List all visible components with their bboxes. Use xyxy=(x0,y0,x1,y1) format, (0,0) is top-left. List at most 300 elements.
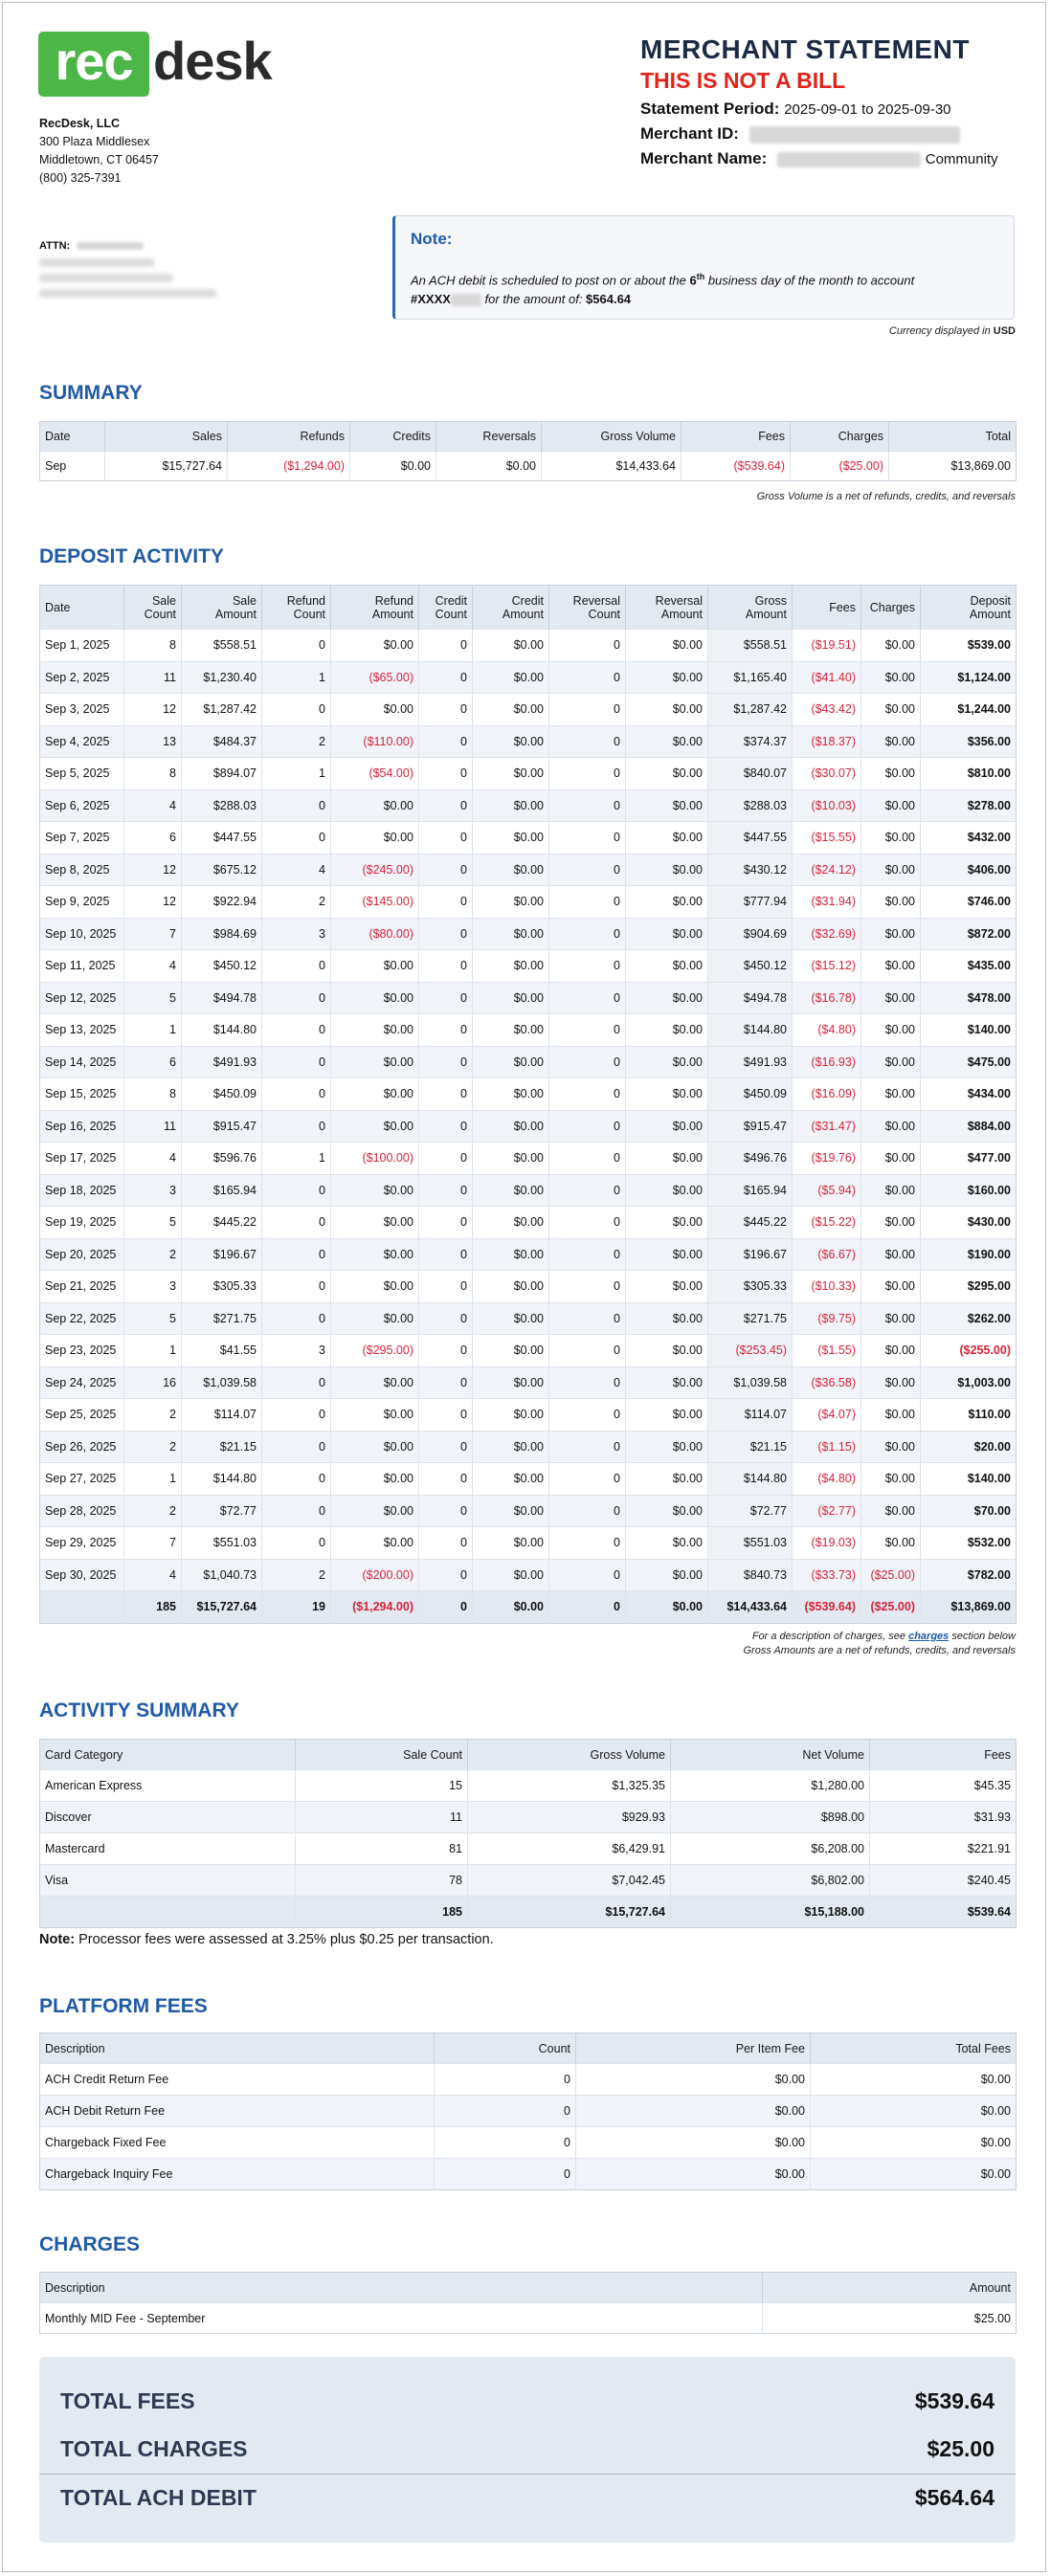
deposit-cell: $551.03 xyxy=(182,1527,262,1560)
deposit-cell: ($25.00) xyxy=(861,1559,921,1591)
deposit-row xyxy=(40,789,1016,822)
deposit-cell: ($65.00) xyxy=(331,661,419,694)
summary-column-header: Fees xyxy=(681,422,791,452)
activity-row xyxy=(40,1865,1016,1897)
deposit-cell: 0 xyxy=(262,1271,331,1303)
deposit-cell: $0.00 xyxy=(861,854,921,886)
deposit-cell: $0.00 xyxy=(626,854,708,886)
deposit-cell: $0.00 xyxy=(861,1495,921,1527)
deposit-cell: ($30.07) xyxy=(793,758,861,790)
deposit-cell: $144.80 xyxy=(182,1463,262,1496)
deposit-cell: 3 xyxy=(124,1174,182,1207)
deposit-cell: 0 xyxy=(549,854,626,886)
deposit-cell: 0 xyxy=(262,950,331,983)
deposit-cell: ($41.40) xyxy=(793,661,861,694)
processor-fee-note xyxy=(39,1932,494,1947)
deposit-cell: 6 xyxy=(124,1046,182,1078)
deposit-cell: $746.00 xyxy=(921,886,1016,919)
deposit-cell: $445.22 xyxy=(708,1207,793,1239)
deposit-cell: $915.47 xyxy=(708,1110,793,1143)
platform-cell: 0 xyxy=(435,2064,576,2096)
deposit-cell: $0.00 xyxy=(473,1271,549,1303)
deposit-cell: 0 xyxy=(262,1238,331,1271)
activity-cell: American Express xyxy=(40,1770,296,1802)
deposit-cell: $0.00 xyxy=(861,1014,921,1047)
deposit-cell: $190.00 xyxy=(921,1238,1016,1271)
charges-section-link[interactable]: charges xyxy=(908,1631,949,1642)
deposit-cell: $406.00 xyxy=(921,854,1016,886)
summary-cell: ($25.00) xyxy=(791,452,889,481)
deposit-header-line: Count xyxy=(435,607,467,621)
deposit-cell: 0 xyxy=(549,661,626,694)
deposit-header-line: Date xyxy=(45,600,71,614)
deposit-cell: 0 xyxy=(419,1174,473,1207)
activity-column-header: Sale Count xyxy=(296,1740,468,1770)
deposit-totals-row xyxy=(40,1591,1016,1624)
note-business-day: 6 xyxy=(689,273,697,288)
deposit-cell: $0.00 xyxy=(861,725,921,758)
deposit-cell: 0 xyxy=(262,1078,331,1111)
deposit-cell: $0.00 xyxy=(331,630,419,662)
deposit-cell: 7 xyxy=(124,918,182,950)
deposit-cell: 0 xyxy=(262,1174,331,1207)
summary-column-header: Charges xyxy=(791,422,889,452)
deposit-cell: 0 xyxy=(419,1046,473,1078)
deposit-column-header xyxy=(626,586,708,630)
deposit-cell: $374.37 xyxy=(708,725,793,758)
total-charges-value: $25.00 xyxy=(927,2436,994,2461)
deposit-cell: Sep 8, 2025 xyxy=(40,854,124,886)
activity-column-header: Net Volume xyxy=(671,1740,870,1770)
deposit-cell: 0 xyxy=(419,1335,473,1367)
deposit-cell: ($32.69) xyxy=(793,918,861,950)
deposit-cell: 0 xyxy=(549,630,626,662)
deposit-row xyxy=(40,982,1016,1014)
platform-cell: $0.00 xyxy=(576,2159,811,2190)
deposit-cell: Sep 2, 2025 xyxy=(40,661,124,694)
summary-column-header: Gross Volume xyxy=(542,422,681,452)
deposit-header-line: Gross xyxy=(754,593,787,608)
deposit-cell: 8 xyxy=(124,1078,182,1111)
deposit-cell: $0.00 xyxy=(861,1302,921,1335)
deposit-cell: 0 xyxy=(549,694,626,726)
deposit-cell: $305.33 xyxy=(708,1271,793,1303)
charges-column-header: Description xyxy=(40,2273,763,2303)
deposit-header-line: Sale xyxy=(232,593,257,608)
deposit-cell: $0.00 xyxy=(861,1527,921,1560)
deposit-cell: ($10.03) xyxy=(793,789,861,822)
deposit-cell: $0.00 xyxy=(331,789,419,822)
deposit-cell: 11 xyxy=(124,1110,182,1143)
deposit-cell: $0.00 xyxy=(626,694,708,726)
deposit-cell: $0.00 xyxy=(861,1078,921,1111)
deposit-cell: $72.77 xyxy=(182,1495,262,1527)
deposit-cell: $532.00 xyxy=(921,1527,1016,1560)
deposit-row xyxy=(40,950,1016,983)
deposit-cell: $840.73 xyxy=(708,1559,793,1591)
deposit-cell: $0.00 xyxy=(626,725,708,758)
deposit-cell: 0 xyxy=(262,1431,331,1463)
deposit-cell: $1,230.40 xyxy=(182,661,262,694)
deposit-cell: $430.00 xyxy=(921,1207,1016,1239)
activity-total-cell: $539.64 xyxy=(870,1897,1016,1928)
deposit-cell: $0.00 xyxy=(626,1431,708,1463)
activity-cell: 81 xyxy=(296,1833,468,1865)
deposit-cell: 13 xyxy=(124,725,182,758)
deposit-activity-table xyxy=(39,585,1016,1624)
deposit-cell: $0.00 xyxy=(331,694,419,726)
deposit-cell: 6 xyxy=(124,822,182,855)
deposit-row xyxy=(40,1495,1016,1527)
activity-cell: $929.93 xyxy=(468,1802,671,1833)
deposit-cell: Sep 14, 2025 xyxy=(40,1046,124,1078)
summary-table xyxy=(39,421,1016,481)
deposit-cell: 0 xyxy=(549,1559,626,1591)
merchant-id-label: Merchant ID: xyxy=(640,124,739,143)
deposit-cell: $0.00 xyxy=(331,1174,419,1207)
currency-note-text: Currency displayed in xyxy=(888,325,994,337)
deposit-cell: Sep 1, 2025 xyxy=(40,630,124,662)
deposit-cell: $0.00 xyxy=(861,1463,921,1496)
deposit-cell: 0 xyxy=(262,982,331,1014)
deposit-row xyxy=(40,1271,1016,1303)
deposit-column-header xyxy=(182,586,262,630)
deposit-cell: 0 xyxy=(262,1527,331,1560)
deposit-cell: $278.00 xyxy=(921,789,1016,822)
deposit-activity-heading: DEPOSIT ACTIVITY xyxy=(39,545,224,567)
deposit-cell: Sep 22, 2025 xyxy=(40,1302,124,1335)
deposit-header-line: Amount xyxy=(745,607,787,621)
deposit-cell: $0.00 xyxy=(473,694,549,726)
activity-cell: $6,429.91 xyxy=(468,1833,671,1865)
deposit-cell: 0 xyxy=(419,950,473,983)
platform-cell: 0 xyxy=(435,2096,576,2127)
deposit-cell: $288.03 xyxy=(708,789,793,822)
deposit-cell: Sep 26, 2025 xyxy=(40,1431,124,1463)
deposit-row xyxy=(40,1399,1016,1432)
deposit-cell: $0.00 xyxy=(331,1302,419,1335)
total-fees-row xyxy=(60,2377,994,2425)
deposit-cell: 12 xyxy=(124,886,182,919)
company-name: RecDesk, LLC xyxy=(39,117,121,130)
deposit-cell: $0.00 xyxy=(626,1302,708,1335)
statement-header xyxy=(640,34,1023,168)
deposit-row xyxy=(40,1559,1016,1591)
activity-cell: $898.00 xyxy=(671,1802,870,1833)
note-text-part: An ACH debit is scheduled to post on or about the xyxy=(411,273,690,288)
total-fees-label: TOTAL FEES xyxy=(60,2388,195,2413)
deposit-header-line: Reversal xyxy=(655,593,703,608)
deposit-cell: $0.00 xyxy=(861,1238,921,1271)
deposit-row xyxy=(40,1174,1016,1207)
deposit-cell: $0.00 xyxy=(861,1366,921,1399)
deposit-cell: ($31.47) xyxy=(793,1110,861,1143)
deposit-header-line: Refund xyxy=(286,593,325,608)
note-text-part: for the amount of: xyxy=(480,292,587,307)
deposit-cell: 0 xyxy=(262,630,331,662)
deposit-total-cell: $14,433.64 xyxy=(708,1591,793,1624)
deposit-cell: Sep 4, 2025 xyxy=(40,725,124,758)
deposit-cell: 0 xyxy=(419,1143,473,1175)
deposit-cell: 2 xyxy=(262,725,331,758)
deposit-cell: $0.00 xyxy=(331,1366,419,1399)
deposit-cell: $0.00 xyxy=(861,661,921,694)
deposit-cell: ($15.12) xyxy=(793,950,861,983)
deposit-cell: $0.00 xyxy=(473,886,549,919)
deposit-cell: $840.07 xyxy=(708,758,793,790)
currency-note xyxy=(889,325,1016,337)
deposit-cell: 3 xyxy=(262,918,331,950)
deposit-cell: $0.00 xyxy=(331,1399,419,1432)
deposit-row xyxy=(40,1335,1016,1367)
deposit-cell: 0 xyxy=(549,822,626,855)
deposit-cell: 1 xyxy=(124,1335,182,1367)
attn-name-redacted xyxy=(77,242,144,250)
deposit-cell: $0.00 xyxy=(473,1495,549,1527)
deposit-cell: 0 xyxy=(419,822,473,855)
not-a-bill-label: THIS IS NOT A BILL xyxy=(640,68,846,93)
deposit-cell: $0.00 xyxy=(861,789,921,822)
deposit-cell: $491.93 xyxy=(708,1046,793,1078)
merchant-id xyxy=(640,124,1023,144)
deposit-cell: 7 xyxy=(124,1527,182,1560)
charge-cell: Monthly MID Fee - September xyxy=(40,2303,763,2334)
merchant-id-redacted xyxy=(749,126,960,144)
deposit-cell: 1 xyxy=(124,1463,182,1496)
deposit-cell: $0.00 xyxy=(331,950,419,983)
deposit-row xyxy=(40,630,1016,662)
activity-column-header: Fees xyxy=(870,1740,1016,1770)
deposit-cell: $0.00 xyxy=(861,1046,921,1078)
deposit-header-line: Credit xyxy=(435,593,467,608)
deposit-cell: 8 xyxy=(124,758,182,790)
summary-cell: $14,433.64 xyxy=(542,452,681,481)
deposit-cell: 0 xyxy=(419,1078,473,1111)
company-address xyxy=(39,115,159,188)
deposit-column-header xyxy=(473,586,549,630)
deposit-row xyxy=(40,1143,1016,1175)
deposit-cell: ($18.37) xyxy=(793,725,861,758)
deposit-cell: $435.00 xyxy=(921,950,1016,983)
deposit-row xyxy=(40,1014,1016,1047)
total-charges-row xyxy=(60,2425,994,2473)
deposit-cell: $0.00 xyxy=(473,725,549,758)
deposit-row xyxy=(40,918,1016,950)
deposit-cell: $1,287.42 xyxy=(182,694,262,726)
deposit-cell: 0 xyxy=(419,789,473,822)
deposit-cell: ($145.00) xyxy=(331,886,419,919)
deposit-cell: $0.00 xyxy=(473,1335,549,1367)
deposit-cell: $114.07 xyxy=(182,1399,262,1432)
platform-cell: ACH Credit Return Fee xyxy=(40,2064,435,2096)
deposit-cell: $0.00 xyxy=(331,1463,419,1496)
deposit-cell: 0 xyxy=(549,1495,626,1527)
deposit-column-header xyxy=(861,586,921,630)
processor-note-text: Processor fees were assessed at 3.25% plus $0.25 per transaction. xyxy=(75,1932,494,1947)
deposit-cell: $539.00 xyxy=(921,630,1016,662)
deposit-cell: 0 xyxy=(419,854,473,886)
deposit-cell: $0.00 xyxy=(626,630,708,662)
deposit-cell: ($4.80) xyxy=(793,1014,861,1047)
deposit-cell: $496.76 xyxy=(708,1143,793,1175)
deposit-cell: 0 xyxy=(549,1431,626,1463)
deposit-row xyxy=(40,1302,1016,1335)
deposit-column-header xyxy=(124,586,182,630)
deposit-cell: $494.78 xyxy=(182,982,262,1014)
platform-cell: Chargeback Inquiry Fee xyxy=(40,2159,435,2190)
processor-note-label: Note: xyxy=(39,1932,76,1947)
deposit-cell: 4 xyxy=(124,950,182,983)
summary-footnote: Gross Volume is a net of refunds, credits, and reversals xyxy=(756,491,1016,502)
deposit-cell: 5 xyxy=(124,982,182,1014)
deposit-cell: $0.00 xyxy=(626,950,708,983)
deposit-cell: 0 xyxy=(419,1271,473,1303)
activity-column-header: Gross Volume xyxy=(468,1740,671,1770)
deposit-cell: $0.00 xyxy=(473,630,549,662)
deposit-cell: 11 xyxy=(124,661,182,694)
activity-cell: $31.93 xyxy=(870,1802,1016,1833)
deposit-cell: $915.47 xyxy=(182,1110,262,1143)
deposit-footnote-gross: Gross Amounts are a net of refunds, credits, and reversals xyxy=(743,1645,1016,1656)
deposit-row xyxy=(40,1110,1016,1143)
deposit-cell: 5 xyxy=(124,1302,182,1335)
deposit-cell: $196.67 xyxy=(182,1238,262,1271)
deposit-cell: 0 xyxy=(549,1110,626,1143)
deposit-total-cell xyxy=(40,1591,124,1624)
activity-cell: 78 xyxy=(296,1865,468,1897)
deposit-cell: Sep 21, 2025 xyxy=(40,1271,124,1303)
deposit-cell: 0 xyxy=(549,1078,626,1111)
deposit-cell: $0.00 xyxy=(626,1271,708,1303)
activity-totals-row xyxy=(40,1897,1016,1928)
deposit-cell: Sep 25, 2025 xyxy=(40,1399,124,1432)
deposit-row xyxy=(40,1366,1016,1399)
deposit-header-line: Sale xyxy=(151,593,176,608)
deposit-cell: 0 xyxy=(419,1110,473,1143)
deposit-cell: $305.33 xyxy=(182,1271,262,1303)
deposit-cell: $0.00 xyxy=(626,918,708,950)
deposit-cell: $1,244.00 xyxy=(921,694,1016,726)
totals-panel xyxy=(39,2357,1016,2543)
deposit-cell: $0.00 xyxy=(331,1527,419,1560)
deposit-row xyxy=(40,661,1016,694)
ach-note-box xyxy=(392,215,1015,320)
deposit-cell: $0.00 xyxy=(626,1366,708,1399)
deposit-cell: $0.00 xyxy=(473,918,549,950)
note-amount: $564.64 xyxy=(586,292,632,307)
deposit-cell: 4 xyxy=(124,789,182,822)
platform-cell: ACH Debit Return Fee xyxy=(40,2096,435,2127)
deposit-cell: $140.00 xyxy=(921,1463,1016,1496)
deposit-cell: 0 xyxy=(419,886,473,919)
deposit-cell: $782.00 xyxy=(921,1559,1016,1591)
deposit-cell: $558.51 xyxy=(182,630,262,662)
deposit-cell: 0 xyxy=(549,789,626,822)
deposit-total-cell: $0.00 xyxy=(626,1591,708,1624)
deposit-cell: ($5.94) xyxy=(793,1174,861,1207)
deposit-cell: $0.00 xyxy=(626,1174,708,1207)
deposit-total-cell: ($25.00) xyxy=(861,1591,921,1624)
deposit-cell: $0.00 xyxy=(473,1559,549,1591)
deposit-row xyxy=(40,1238,1016,1271)
deposit-cell: $0.00 xyxy=(626,982,708,1014)
deposit-total-cell: 0 xyxy=(419,1591,473,1624)
deposit-cell: $0.00 xyxy=(626,1399,708,1432)
deposit-cell: $0.00 xyxy=(473,1110,549,1143)
deposit-cell: $20.00 xyxy=(921,1431,1016,1463)
platform-fees-table xyxy=(39,2032,1016,2190)
deposit-cell: 2 xyxy=(124,1399,182,1432)
deposit-cell: 3 xyxy=(124,1271,182,1303)
deposit-cell: 0 xyxy=(419,1431,473,1463)
platform-cell: $0.00 xyxy=(811,2096,1016,2127)
deposit-cell: $21.15 xyxy=(708,1431,793,1463)
summary-cell: $0.00 xyxy=(436,452,542,481)
deposit-cell: $434.00 xyxy=(921,1078,1016,1111)
deposit-cell: $140.00 xyxy=(921,1014,1016,1047)
deposit-cell: ($4.07) xyxy=(793,1399,861,1432)
statement-period xyxy=(640,100,1023,119)
deposit-total-cell: 19 xyxy=(262,1591,331,1624)
deposit-cell: 0 xyxy=(262,1014,331,1047)
deposit-column-header xyxy=(708,586,793,630)
deposit-cell: $21.15 xyxy=(182,1431,262,1463)
platform-fees-heading: PLATFORM FEES xyxy=(39,1995,208,2017)
total-ach-debit-row xyxy=(60,2474,994,2521)
deposit-header-line: Refund xyxy=(374,593,413,608)
deposit-cell: 0 xyxy=(262,1463,331,1496)
deposit-cell: $1,287.42 xyxy=(708,694,793,726)
platform-fee-row xyxy=(40,2064,1016,2096)
deposit-cell: ($295.00) xyxy=(331,1335,419,1367)
deposit-cell: $450.12 xyxy=(708,950,793,983)
summary-column-header: Date xyxy=(40,422,105,452)
deposit-cell: $478.00 xyxy=(921,982,1016,1014)
deposit-cell: $0.00 xyxy=(861,950,921,983)
deposit-cell: $0.00 xyxy=(861,1174,921,1207)
deposit-cell: 0 xyxy=(549,886,626,919)
deposit-cell: $0.00 xyxy=(861,1271,921,1303)
deposit-cell: $922.94 xyxy=(182,886,262,919)
deposit-cell: 0 xyxy=(549,1238,626,1271)
note-text-part: business day of the month to account xyxy=(704,273,915,288)
deposit-cell: $0.00 xyxy=(861,630,921,662)
deposit-cell: 0 xyxy=(549,1143,626,1175)
deposit-cell: Sep 10, 2025 xyxy=(40,918,124,950)
deposit-total-cell: 0 xyxy=(549,1591,626,1624)
deposit-cell: ($43.42) xyxy=(793,694,861,726)
deposit-cell: 0 xyxy=(419,758,473,790)
total-ach-debit-label: TOTAL ACH DEBIT xyxy=(60,2485,257,2510)
deposit-header-line: Credit xyxy=(511,593,544,608)
deposit-cell: Sep 13, 2025 xyxy=(40,1014,124,1047)
summary-cell: Sep xyxy=(40,452,105,481)
deposit-cell: 0 xyxy=(549,1207,626,1239)
deposit-cell: $271.75 xyxy=(708,1302,793,1335)
activity-row xyxy=(40,1802,1016,1833)
deposit-cell: $0.00 xyxy=(626,661,708,694)
deposit-cell: $0.00 xyxy=(861,918,921,950)
deposit-cell: $1,039.58 xyxy=(708,1366,793,1399)
deposit-cell: 0 xyxy=(549,1527,626,1560)
deposit-cell: $477.00 xyxy=(921,1143,1016,1175)
deposit-cell: ($16.09) xyxy=(793,1078,861,1111)
deposit-cell: 0 xyxy=(419,1463,473,1496)
attn-line-redacted xyxy=(39,274,173,282)
deposit-header-line: Deposit xyxy=(970,593,1011,608)
deposit-cell: $904.69 xyxy=(708,918,793,950)
deposit-row xyxy=(40,1078,1016,1111)
